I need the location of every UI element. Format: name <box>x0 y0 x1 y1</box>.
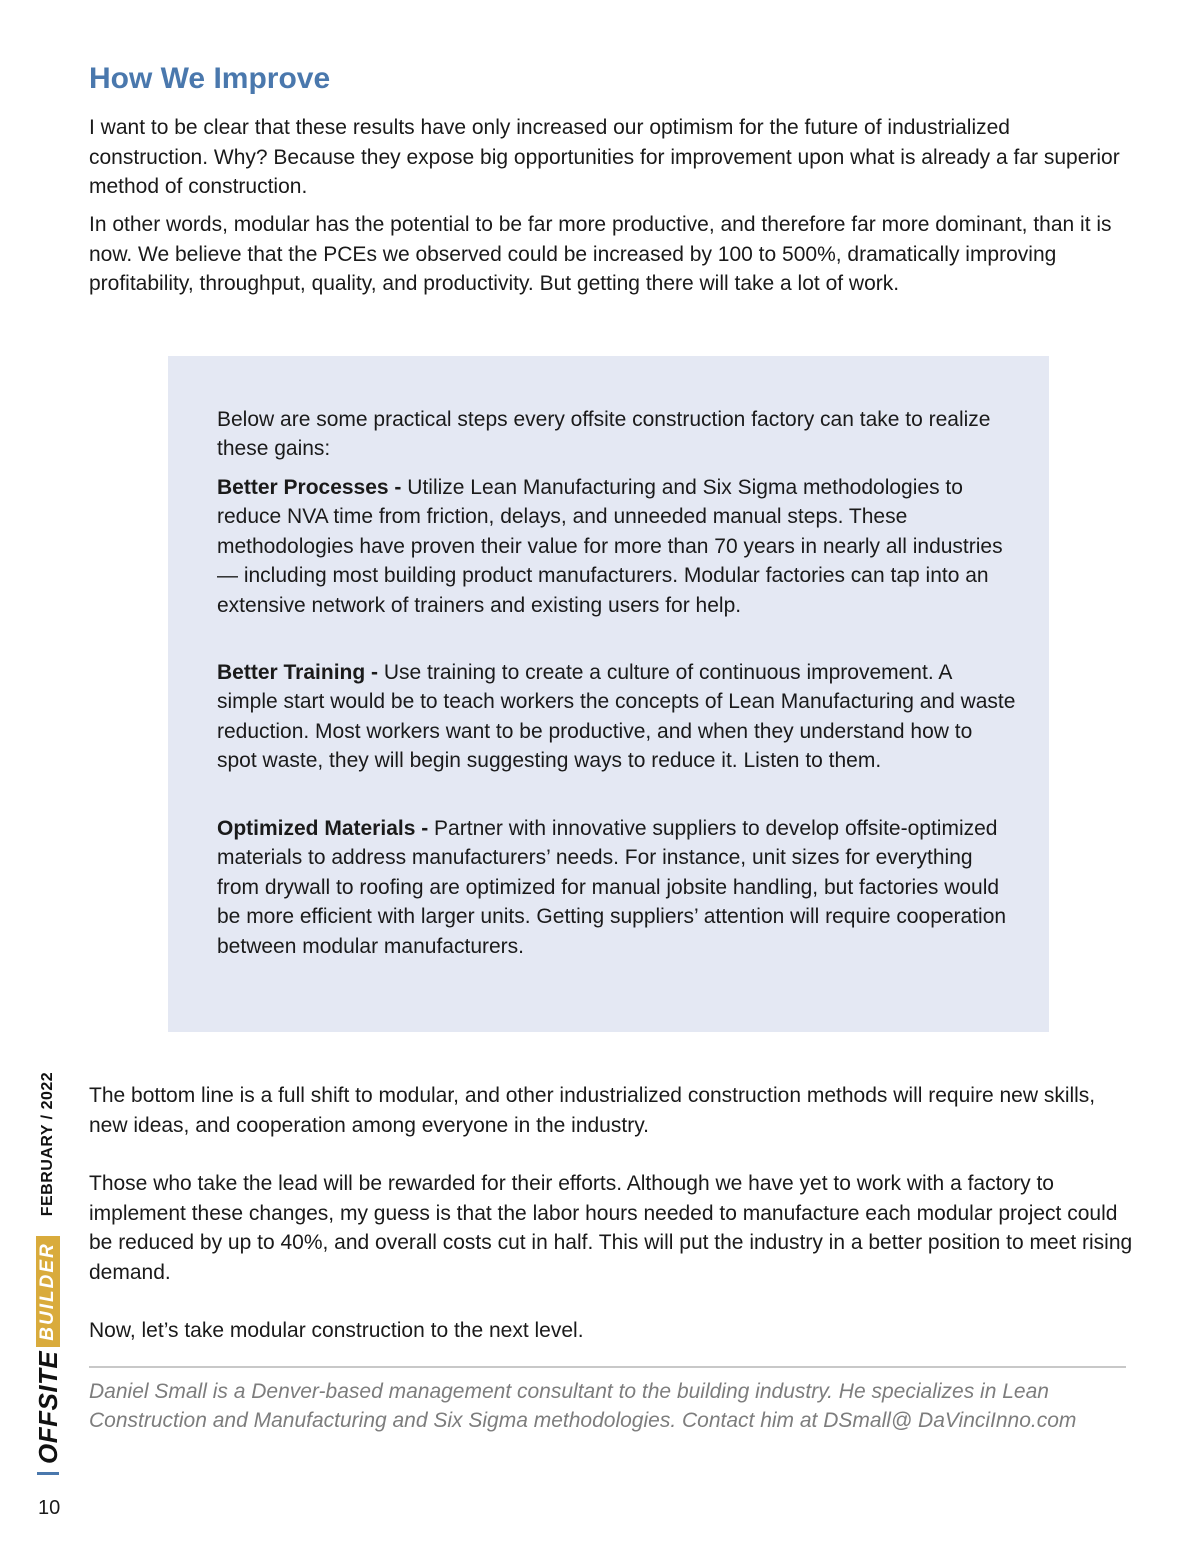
callout-item-lead: Better Processes - <box>217 476 402 499</box>
issue-date: FEBRUARY / 2022 <box>39 1071 56 1217</box>
author-bio: Daniel Small is a Denver-based management consultant to the building industry. He specializes in Lean Construction and Manufacturing and Six Sigma methodologies. Contact him at DSmall@ DaVinciInno.com <box>89 1380 1077 1432</box>
callout-item-text: Utilize Lean Manufacturing and Six Sigma methodologies to reduce NVA time from friction, delays, and unneeded manual steps. These methodologies have proven their value for more than 70 years in nearly all industries — including most building product manufacturers. Modular factories can tap into an extensive network of trainers and existing users for help. <box>217 476 1003 617</box>
section-heading: How We Improve <box>89 62 331 95</box>
body-paragraph-3: The bottom line is a full shift to modular, and other industrialized construction methods will require new skills, new ideas, and cooperation among everyone in the industry. <box>89 1084 1096 1137</box>
accent-bar <box>37 1472 59 1475</box>
body-paragraph-4: Those who take the lead will be rewarded for their efforts. Although we have yet to work with a factory to implement these changes, my guess is that the labor hours needed to manufacture each modular project could be reduced by up to 40%, and overall costs cut in half. This will put the industry in a better position to meet rising demand. <box>89 1172 1133 1284</box>
callout-item-text: Partner with innovative suppliers to develop offsite-optimized materials to address manufacturers’ needs. For instance, unit sizes for everything from drywall to roofing are optimized for manual jobsite handling, but factories would be more efficient with larger units. Getting suppliers’ attention will require cooperation between modular manufacturers. <box>217 817 1007 958</box>
callout-item-optimized-materials <box>217 814 1017 961</box>
callout-item-better-training <box>217 658 1017 776</box>
brand-builder: BUILDER <box>36 1236 60 1346</box>
callout-item-text: Use training to create a culture of continuous improvement. A simple start would be to teach workers the concepts of Lean Manufacturing and waste reduction. Most workers want to be productive, and when they understand how to spot waste, they will begin suggesting ways to reduce it. Listen to them. <box>217 661 1016 773</box>
bio-divider <box>89 1366 1126 1368</box>
callout-item-better-processes <box>217 473 1017 620</box>
magazine-sidebar-label <box>20 995 76 1475</box>
body-paragraph-1: I want to be clear that these results have only increased our optimism for the future of industrialized construction. Why? Because they expose big opportunities for improvement upon what is already a far superior method of construction. <box>89 116 1120 198</box>
callout-item-lead: Better Training - <box>217 661 379 684</box>
body-paragraph-5: Now, let’s take modular construction to the next level. <box>89 1319 584 1342</box>
callout-item-lead: Optimized Materials - <box>217 817 429 840</box>
practical-steps-callout <box>168 356 1049 1032</box>
page-number: 10 <box>38 1497 61 1519</box>
brand-offsite: OFFSITE <box>32 1350 63 1464</box>
body-paragraph-2: In other words, modular has the potential to be far more productive, and therefore far more dominant, than it is now. We believe that the PCEs we observed could be increased by 100 to 500%, dramatically improving profitability, throughput, quality, and productivity. But getting there will take a lot of work. <box>89 213 1112 295</box>
callout-intro: Below are some practical steps every offsite construction factory can take to realize these gains: <box>217 408 991 461</box>
